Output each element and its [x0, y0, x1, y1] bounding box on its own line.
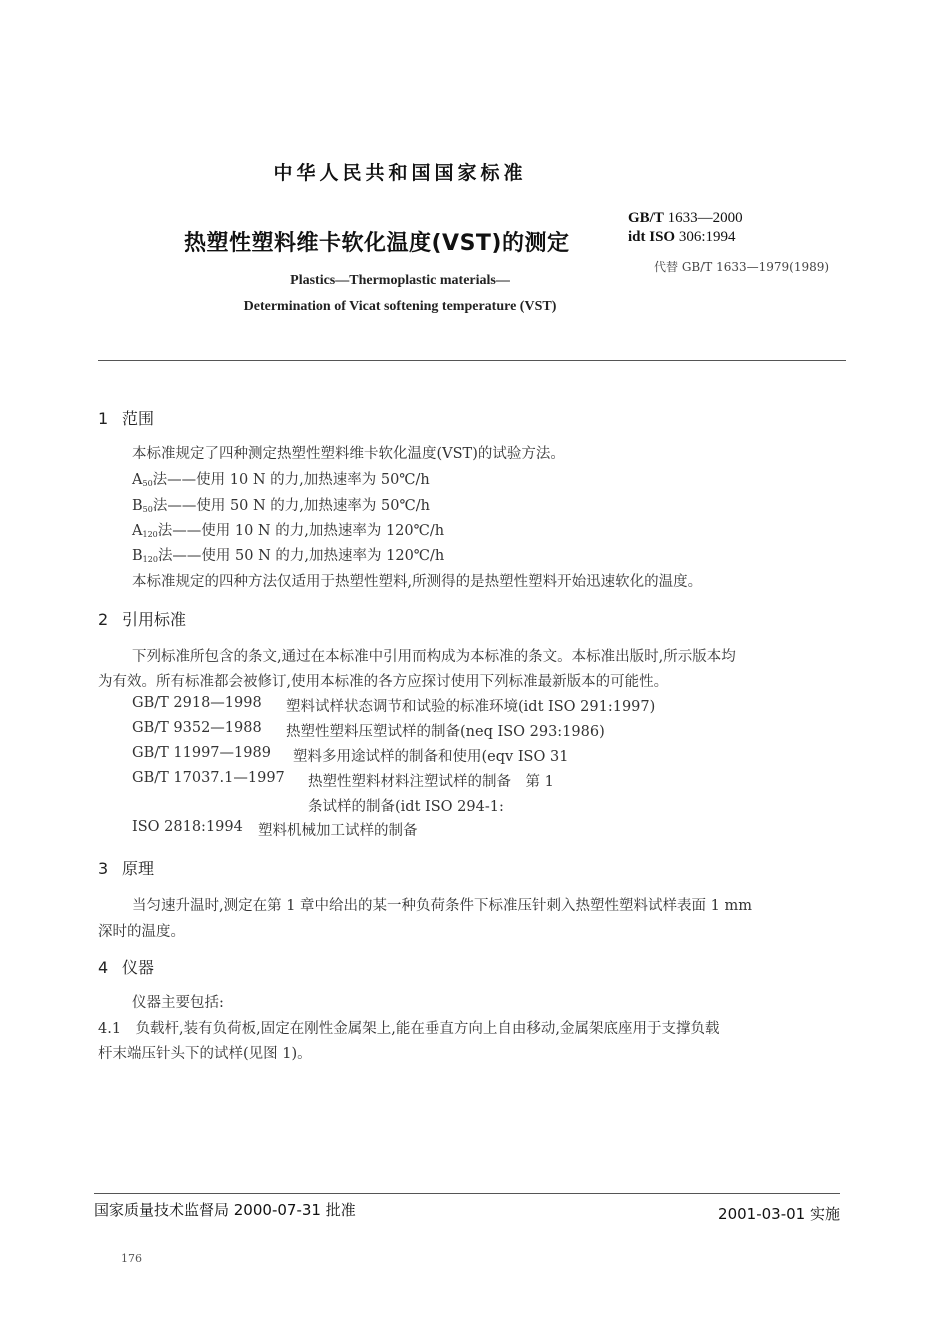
- reference-title-continued: 条试样的制备(idt ISO 294-1:: [308, 799, 504, 815]
- section-2-heading: 2 引用标准: [98, 610, 187, 629]
- section-2-para-line-1: 下列标准所包含的条文,通过在本标准中引用而构成为本标准的条文。本标准出版时,所示版本均: [132, 649, 736, 665]
- document-title: 热塑性塑料维卡软化温度(VST)的测定: [184, 231, 570, 256]
- reference-title: 塑料试样状态调节和试验的标准环境(idt ISO 291:1997): [286, 699, 656, 715]
- code-prefix: GB/T: [628, 210, 664, 226]
- section-1-outro: 本标准规定的四种方法仅适用于热塑性塑料,所测得的是热塑性塑料开始迅速软化的温度。: [132, 574, 703, 590]
- reference-item: ISO 2818:1994: [132, 819, 243, 835]
- approval-date: 国家质量技术监督局 2000-07-31 批准: [94, 1201, 356, 1219]
- org-title: 中华人民共和国国家标准: [273, 162, 527, 184]
- clause-4-1-continued: 杆末端压针头下的试样(见图 1)。: [98, 1046, 312, 1062]
- idt-code: [628, 229, 736, 246]
- reference-item: GB/T 2918—1998: [132, 695, 262, 711]
- reference-title: 热塑性塑料压塑试样的制备(neq ISO 293:1986): [286, 724, 605, 740]
- section-1-heading: 1 范围: [98, 409, 155, 428]
- reference-item: GB/T 11997—1989: [132, 745, 271, 761]
- section-4-intro: 仪器主要包括:: [132, 995, 224, 1011]
- idt-prefix: idt ISO: [628, 229, 676, 245]
- method-b50: $B_{50}$法——使用 50 N 的力,加热速率为 50℃/h: [132, 498, 430, 514]
- section-2-para-line-2: 为有效。所有标准都会被修订,使用本标准的各方应探讨使用下列标准最新版本的可能性。: [98, 674, 669, 690]
- method-a120: $A_{120}$法——使用 10 N 的力,加热速率为 120℃/h: [132, 523, 445, 539]
- section-3-line-2: 深时的温度。: [98, 924, 185, 940]
- header-divider: [98, 360, 846, 361]
- replaces-note: 代替 GB/T 1633—1979(1989): [654, 260, 830, 274]
- method-a50: $A_{50}$法——使用 10 N 的力,加热速率为 50℃/h: [132, 472, 430, 488]
- reference-title: 热塑性塑料材料注塑试样的制备 第 1: [308, 774, 554, 790]
- method-b120: $B_{120}$法——使用 50 N 的力,加热速率为 120℃/h: [132, 548, 445, 564]
- reference-title: 塑料机械加工试样的制备: [258, 823, 418, 839]
- section-3-heading: 3 原理: [98, 859, 155, 878]
- reference-item: GB/T 17037.1—1997: [132, 770, 285, 786]
- idt-number: 306:1994: [678, 229, 736, 245]
- page-number: 176: [121, 1252, 142, 1265]
- section-3-line-1: 当匀速升温时,测定在第 1 章中给出的某一种负荷条件下标准压针刺入热塑性塑料试样表面 1 mm: [132, 898, 752, 914]
- english-title-line-1: Plastics—Thermoplastic materials—: [290, 273, 510, 288]
- section-1-intro: 本标准规定了四种测定热塑性塑料维卡软化温度(VST)的试验方法。: [132, 446, 565, 462]
- reference-item: GB/T 9352—1988: [132, 720, 262, 736]
- standard-code: [628, 210, 743, 227]
- footer-divider: [94, 1193, 840, 1194]
- clause-4-1: 4.1 负载杆,装有负荷板,固定在刚性金属架上,能在垂直方向上自由移动,金属架底座用于支撑负载: [98, 1021, 720, 1037]
- code-number: 1633—2000: [667, 210, 743, 226]
- english-title-line-2: Determination of Vicat softening temperature (VST): [243, 299, 557, 314]
- effective-date: 2001-03-01 实施: [718, 1205, 840, 1223]
- reference-title: 塑料多用途试样的制备和使用(eqv ISO 31: [293, 749, 569, 765]
- section-4-heading: 4 仪器: [98, 958, 155, 977]
